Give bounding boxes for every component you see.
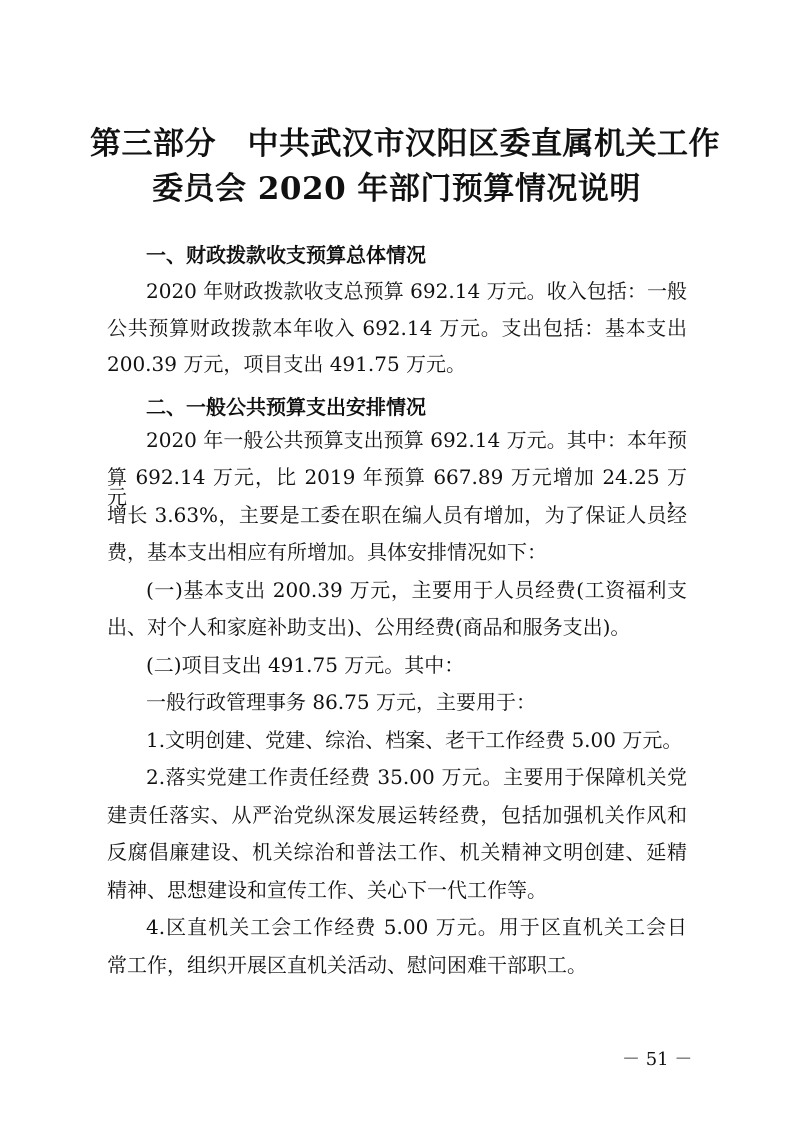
list-item-2-line: 精神、思想建设和宣传工作、关心下一代工作等。	[107, 878, 547, 902]
list-item-4-line: 4.区直机关工会工作经费 5.00 万元。用于区直机关工会日	[146, 915, 687, 939]
paragraph-line: 费，基本支出相应有所增加。具体安排情况如下：	[107, 540, 547, 564]
project-expenditure-heading: (二)项目支出 491.75 万元。其中：	[146, 653, 465, 677]
page-number: － 51 －	[622, 1049, 693, 1070]
paragraph-line: 2020 年财政拨款收支总预算 692.14 万元。收入包括：一般	[146, 279, 687, 303]
list-item-1: 1.文明创建、党建、综治、档案、老干工作经费 5.00 万元。	[146, 728, 683, 752]
list-item-2-line: 2.落实党建工作责任经费 35.00 万元。主要用于保障机关党	[146, 765, 687, 789]
paragraph-line: 2020 年一般公共预算支出预算 692.14 万元。其中：本年预	[146, 428, 687, 452]
paragraph-line: 公共预算财政拨款本年收入 692.14 万元。支出包括：基本支出	[107, 316, 687, 340]
page-title-line-1: 第三部分 中共武汉市汉阳区委直属机关工作	[90, 126, 720, 162]
list-item-2-line: 反腐倡廉建设、机关综治和普法工作、机关精神文明创建、延精	[107, 840, 687, 864]
admin-affairs-line: 一般行政管理事务 86.75 万元，主要用于：	[146, 690, 536, 714]
paragraph-line: 200.39 万元，项目支出 491.75 万元。	[107, 352, 467, 376]
paragraph-line: 增长 3.63%，主要是工委在职在编人员有增加，为了保证人员经	[107, 503, 687, 527]
list-item-4-line: 常工作，组织开展区直机关活动、慰问困难干部职工。	[107, 953, 587, 977]
paragraph-line: 算 692.14 万元，比 2019 年预算 667.89 万元增加 24.25 万元，	[107, 465, 687, 509]
paragraph-line: 出、对个人和家庭补助支出)、公用经费(商品和服务支出)。	[107, 615, 631, 639]
section-2-heading: 二、一般公共预算支出安排情况	[146, 395, 426, 419]
section-1-heading: 一、财政拨款收支预算总体情况	[146, 243, 426, 267]
paragraph-line: (一)基本支出 200.39 万元，主要用于人员经费(工资福利支	[146, 578, 687, 602]
page-title-line-2: 委员会 2020 年部门预算情况说明	[152, 171, 641, 207]
list-item-2-line: 建责任落实、从严治党纵深发展运转经费，包括加强机关作风和	[107, 803, 687, 827]
